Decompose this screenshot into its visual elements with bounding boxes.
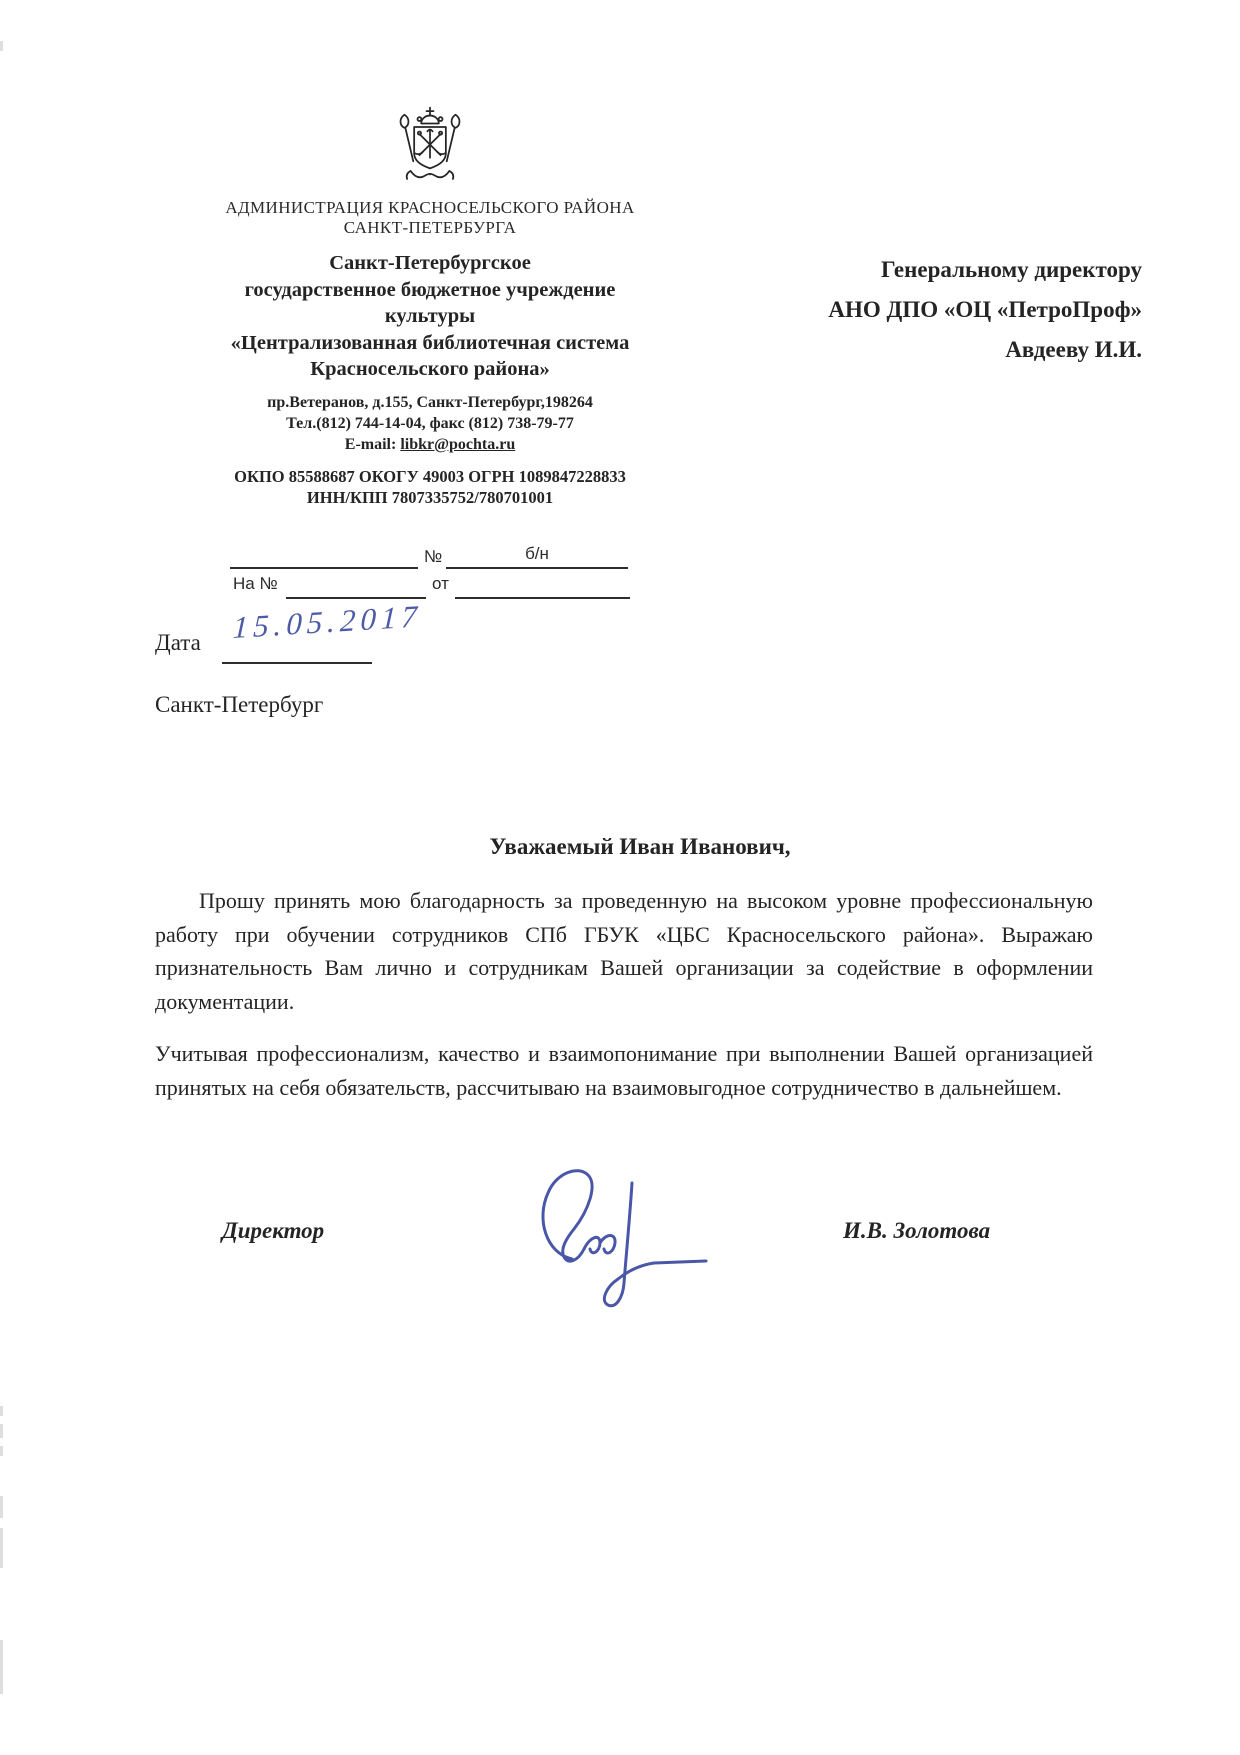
signer-position-label: Директор: [222, 1218, 325, 1243]
scan-artifact: [0, 1528, 3, 1568]
addressee-block: [762, 250, 1142, 370]
city-line: Санкт-Петербург: [155, 692, 324, 717]
scan-artifact: [0, 1446, 3, 1456]
reply-to-number-label: На №: [233, 574, 278, 593]
reply-from-label: от: [432, 574, 449, 593]
scan-artifact: [0, 41, 3, 51]
phone-fax-line: Тел.(812) 744-14-04, факс (812) 738-79-77: [286, 414, 574, 432]
letter-body: [155, 884, 1093, 1104]
registry-codes-block: [150, 466, 710, 508]
administration-name-line2: САНКТ-ПЕТЕРБУРГА: [343, 217, 517, 237]
scan-artifact: [0, 1424, 3, 1438]
reply-number-blank: [286, 574, 426, 599]
date-label: Дата: [155, 630, 201, 655]
email-line: [150, 434, 710, 455]
org-name-line: государственное бюджетное учреждение: [244, 278, 616, 301]
email-label: E-mail:: [344, 435, 397, 453]
okpo-ogrn-line: ОКПО 85588687 ОКОГУ 49003 ОГРН 1089847228833: [234, 466, 626, 486]
letterhead: [150, 106, 710, 508]
scan-artifact: [0, 1496, 3, 1518]
outgoing-number-date-blank: [230, 544, 418, 569]
handwritten-signature-icon: [520, 1155, 750, 1315]
body-paragraph: Прошу принять мою благодарность за проведенную на высоком уровне профессиональную работу при обучении сотрудников СПб ГБУК «ЦБС Красносельского района». Выражаю признательность Вам лично и сотрудникам Вашей организации за содействие в оформлении документации.: [155, 888, 1093, 1014]
contact-block: [150, 392, 710, 455]
spb-coat-of-arms-icon: [386, 106, 474, 192]
org-name-line: Красносельского района»: [310, 358, 550, 380]
organization-name: [150, 250, 710, 383]
addressee-position: Генеральному директору: [881, 257, 1142, 282]
email-address: libkr@pochta.ru: [400, 435, 516, 453]
org-name-line: культуры: [384, 305, 476, 327]
org-name-line: «Централизованная библиотечная система: [230, 331, 630, 354]
number-sign-label: №: [424, 547, 443, 566]
scan-artifact: [0, 1640, 3, 1694]
addressee-organization: АНО ДПО «ОЦ «ПетроПроф»: [828, 297, 1142, 322]
signer-name: И.В. Золотова: [843, 1218, 991, 1243]
administration-name-line1: АДМИНИСТРАЦИЯ КРАСНОСЕЛЬСКОГО РАЙОНА: [225, 198, 635, 217]
reply-date-blank: [455, 574, 630, 599]
handwritten-date: 15.05.2017: [232, 598, 423, 645]
body-paragraph: Учитывая профессионализм, качество и взаимопонимание при выполнении Вашей организацией принятых на себя обязательств, рассчитываю на взаимовыгодное сотрудничество в дальнейшем.: [155, 1041, 1093, 1100]
addressee-person: Авдееву И.И.: [1005, 337, 1142, 362]
outgoing-number-value: б/н: [446, 544, 628, 569]
inn-kpp-line: ИНН/КПП 7807335752/780701001: [306, 487, 554, 507]
org-name-line: Санкт-Петербургское: [329, 252, 531, 274]
salutation: Уважаемый Иван Иванович,: [489, 834, 791, 859]
postal-address: пр.Ветеранов, д.155, Санкт-Петербург,198264: [267, 393, 593, 411]
scan-artifact: [0, 1406, 3, 1416]
